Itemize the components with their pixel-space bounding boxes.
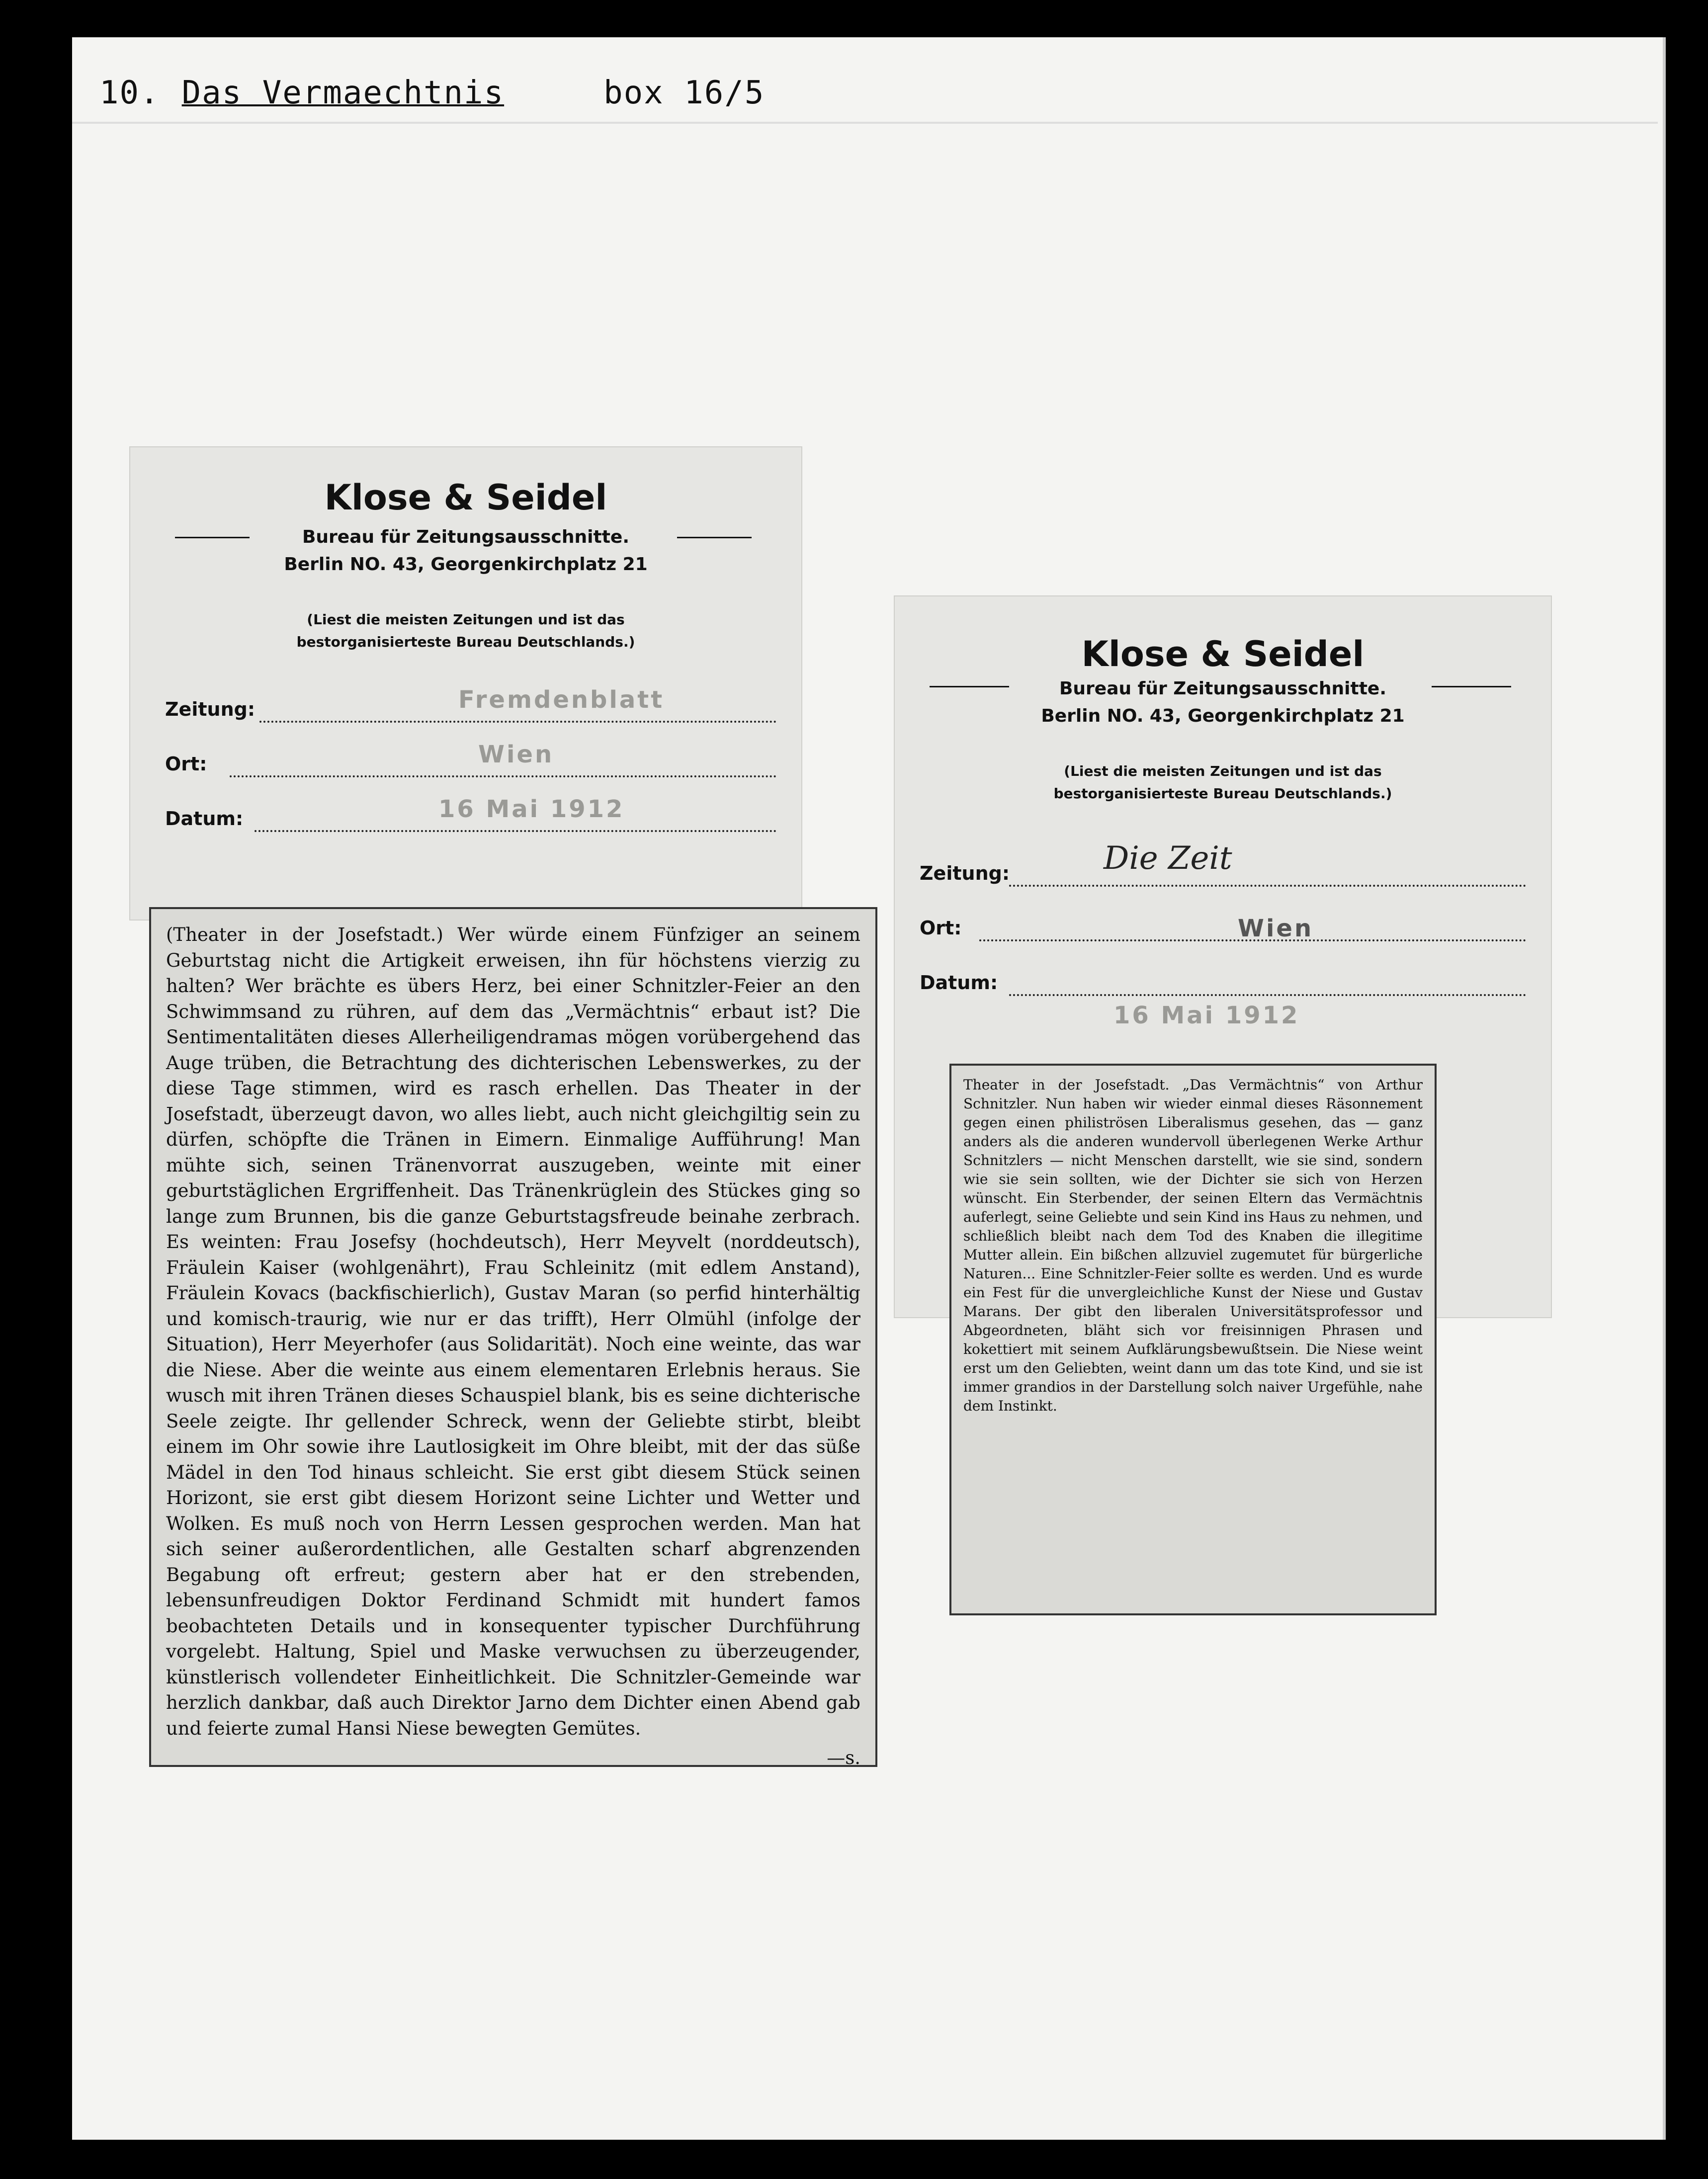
zeitung-line: [259, 721, 776, 723]
item-number: 10.: [99, 75, 160, 111]
firm-name: Klose & Seidel: [1081, 634, 1365, 674]
bureau-line: Bureau für Zeitungsausschnitte.: [302, 527, 630, 547]
ort-stamp: Wien: [1238, 915, 1314, 942]
zeitung-label: Zeitung:: [920, 862, 1010, 884]
datum-line: [1009, 994, 1526, 996]
datum-line: [255, 830, 776, 832]
note-line-2: bestorganisierteste Bureau Deutschlands.): [296, 634, 635, 650]
zeitung-line: [1009, 885, 1526, 887]
datum-label: Datum:: [920, 972, 998, 994]
ort-line: [230, 775, 776, 777]
address-line: Berlin NO. 43, Georgenkirchplatz 21: [284, 554, 648, 575]
firm-name: Klose & Seidel: [324, 477, 607, 518]
zeitung-label: Zeitung:: [165, 698, 256, 720]
newspaper-clipping-left: [149, 907, 877, 1767]
ort-stamp: Wien: [478, 741, 554, 768]
note-line-1: (Liest die meisten Zeitungen und ist das: [1064, 763, 1382, 779]
datum-stamp: 16 Mai 1912: [1113, 1002, 1300, 1029]
bureau-line: Bureau für Zeitungsausschnitte.: [1059, 678, 1387, 699]
ort-label: Ort:: [920, 917, 962, 939]
address-line: Berlin NO. 43, Georgenkirchplatz 21: [1041, 706, 1405, 726]
ort-label: Ort:: [165, 753, 207, 775]
datum-label: Datum:: [165, 808, 244, 830]
clipping-signature: —s.: [827, 1747, 860, 1768]
archive-header: [99, 75, 765, 111]
zeitung-stamp: Fremdenblatt: [458, 686, 665, 714]
clipping-text: Theater in der Josefstadt. „Das Vermächtnis“ von Arthur Schnitzler. Nun haben wir wieder einmal dieses Räsonnement gegen einen philiströsen Liberalismus gesehen, das — ganz anders als die anderen wundervoll überlegenen Werke Arthur Schnitzlers — nicht Menschen darstellt, wie sie sind, sondern wie sie sein sollten, wie der Dichter sie sich von Herzen wünscht. Ein Sterbender, der seinen Eltern das Vermächtnis auferlegt, seine Geliebte und sein Kind ins Haus zu nehmen, und schließlich bleibt nach dem Tod des Knaben die illegitime Mutter allein. Ein bißchen allzuviel zugemutet für bürgerliche Naturen... Eine Schnitzler-Feier sollte es werden. Und es wurde ein Fest für die unvergleichliche Kunst der Niese und Gustav Marans. Der gibt den liberalen Universitätsprofessor und Abgeordneten, bläht sich vor freisinnigen Phrasen und kokettiert mit seinem Aufklärungsbewußtsein. Die Niese weint erst um den Geliebten, weint dann um das tote Kind, und sie ist immer grandios in der Darstellung solch naiver Urgefühle, nahe dem Instinkt.: [963, 1077, 1423, 1414]
note-line-1: (Liest die meisten Zeitungen und ist das: [307, 611, 625, 628]
newspaper-clipping-right: [949, 1064, 1437, 1615]
datum-stamp: 16 Mai 1912: [438, 795, 625, 823]
box-label: box 16/5: [603, 75, 765, 111]
item-title: Das Vermaechtnis: [181, 75, 505, 111]
header-divider: [72, 122, 1658, 124]
zeitung-handwritten: Die Zeit: [1104, 840, 1232, 877]
clipping-text: (Theater in der Josefstadt.) Wer würde einem Fünfziger an seinem Geburtstag nicht die Artigkeit erweisen, ihn für höchstens vierzig zu halten? Wer brächte es übers Herz, bei einer Schnitzler-Feier an den Schwimmsand zu rühren, auf dem das „Vermächtnis“ erbaut ist? Die Sentimentalitäten dieses Allerheiligendramas mögen vorübergehend das Auge trüben, die Betrachtung des dichterischen Lebenswerkes, zu der diese Tage stimmen, wird es rasch erhellen. Das Theater in der Josefstadt, überzeugt davon, wo alles liebt, auch nicht gleichgiltig sein zu dürfen, schöpfte die Tränen in Eimern. Einmalige Aufführung! Man mühte sich, seinen Tränenvorrat auszugeben, weinte mit einer geburtstäglichen Ergriffenheit. Das Tränenkrüglein des Stückes ging so lange zum Brunnen, bis die ganze Geburtstagsfreude beinahe zerbrach. Es weinten: Frau Josefsy (hochdeutsch), Herr Meyvelt (norddeutsch), Fräulein Kaiser (wohlgenährt), Frau Schleinitz (mit edlem Anstand), Fräulein Kovacs (backfischierlich), Gustav Maran (so perfid hinterhältig und komisch-traurig, wie nur er das trifft), Herr Olmühl (infolge der Situation), Herr Meyerhofer (aus Solidarität). Noch eine weinte, das war die Niese. Aber die weinte aus einem elementaren Erlebnis heraus. Sie wusch mit ihren Tränen dieses Schauspiel blank, bis es seine dichterische Seele zeigte. Ihr gellender Schreck, wenn der Geliebte stirbt, bleibt einem im Ohr sowie ihre Lautlosigkeit im Ohre bleibt, mit der das süße Mädel in den Tod hinaus schleicht. Sie erst gibt diesem Stück seinen Horizont, sie erst gibt diesem Horizont seine Lichter und Wetter und Wolken. Es muß noch von Herrn Lessen gesprochen werden. Man hat sich seiner außerordentlichen, alle Gestalten scharf abgrenzenden Begabung oft erfreut; gestern aber hat er den strebenden, lebensunfreudigen Doktor Ferdinand Schmidt mit hundert famos beobachteten Details und in konsequenter typischer Durchführung vorgelebt. Haltung, Spiel und Maske verwuchsen zu überzeugender, künstlerisch vollendeter Einheitlichkeit. Die Schnitzler-Gemeinde war herzlich dankbar, daß auch Direktor Jarno dem Dichter einen Abend gab und feierte zumal Hansi Niese bewegten Gemütes.: [166, 924, 860, 1739]
note-line-2: bestorganisierteste Bureau Deutschlands.): [1053, 785, 1392, 802]
clipping-card-left: [130, 447, 801, 920]
